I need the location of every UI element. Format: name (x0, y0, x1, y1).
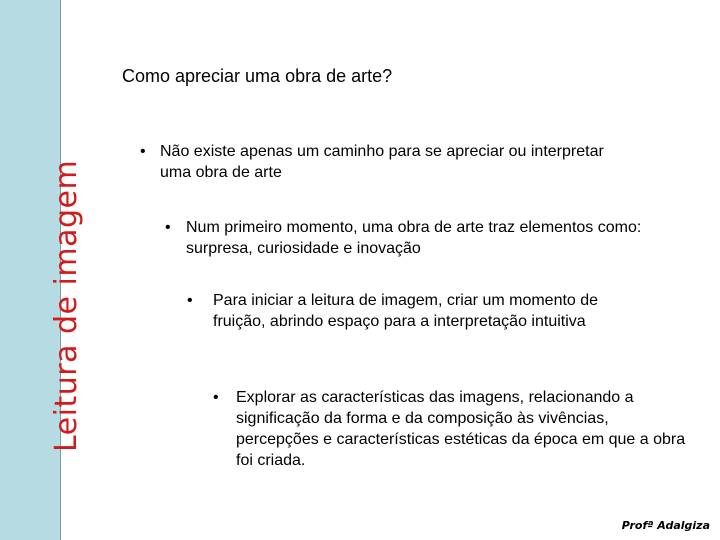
bullet-text: Para iniciar a leitura de imagem, criar um momento de fruição, abrindo espaço para a interpretação intuitiva (213, 292, 599, 330)
bullet-item-1 (140, 141, 610, 183)
bullet-text: Explorar as características das imagens, relacionando a significação da forma e da composição às vivências, percepções e características estéticas da época em que a obra foi criada. (236, 389, 686, 469)
bullet-dot-icon: • (213, 389, 219, 406)
bullet-text: Não existe apenas um caminho para se apreciar ou interpretar uma obra de arte (160, 143, 604, 181)
bullet-text: Num primeiro momento, uma obra de arte traz elementos como: surpresa, curiosidade e inovação (186, 219, 642, 257)
bullet-dot-icon: • (187, 292, 193, 309)
bullet-item-3 (187, 290, 627, 332)
bullet-item-2 (165, 217, 645, 259)
bullet-dot-icon: • (140, 143, 146, 160)
bullet-dot-icon: • (165, 219, 171, 236)
slide-title: Como apreciar uma obra de arte? (122, 66, 393, 86)
bullet-item-4 (213, 387, 693, 471)
side-title: Leitura de imagem (49, 159, 84, 452)
author-signature: Profª Adalgiza (621, 519, 710, 532)
